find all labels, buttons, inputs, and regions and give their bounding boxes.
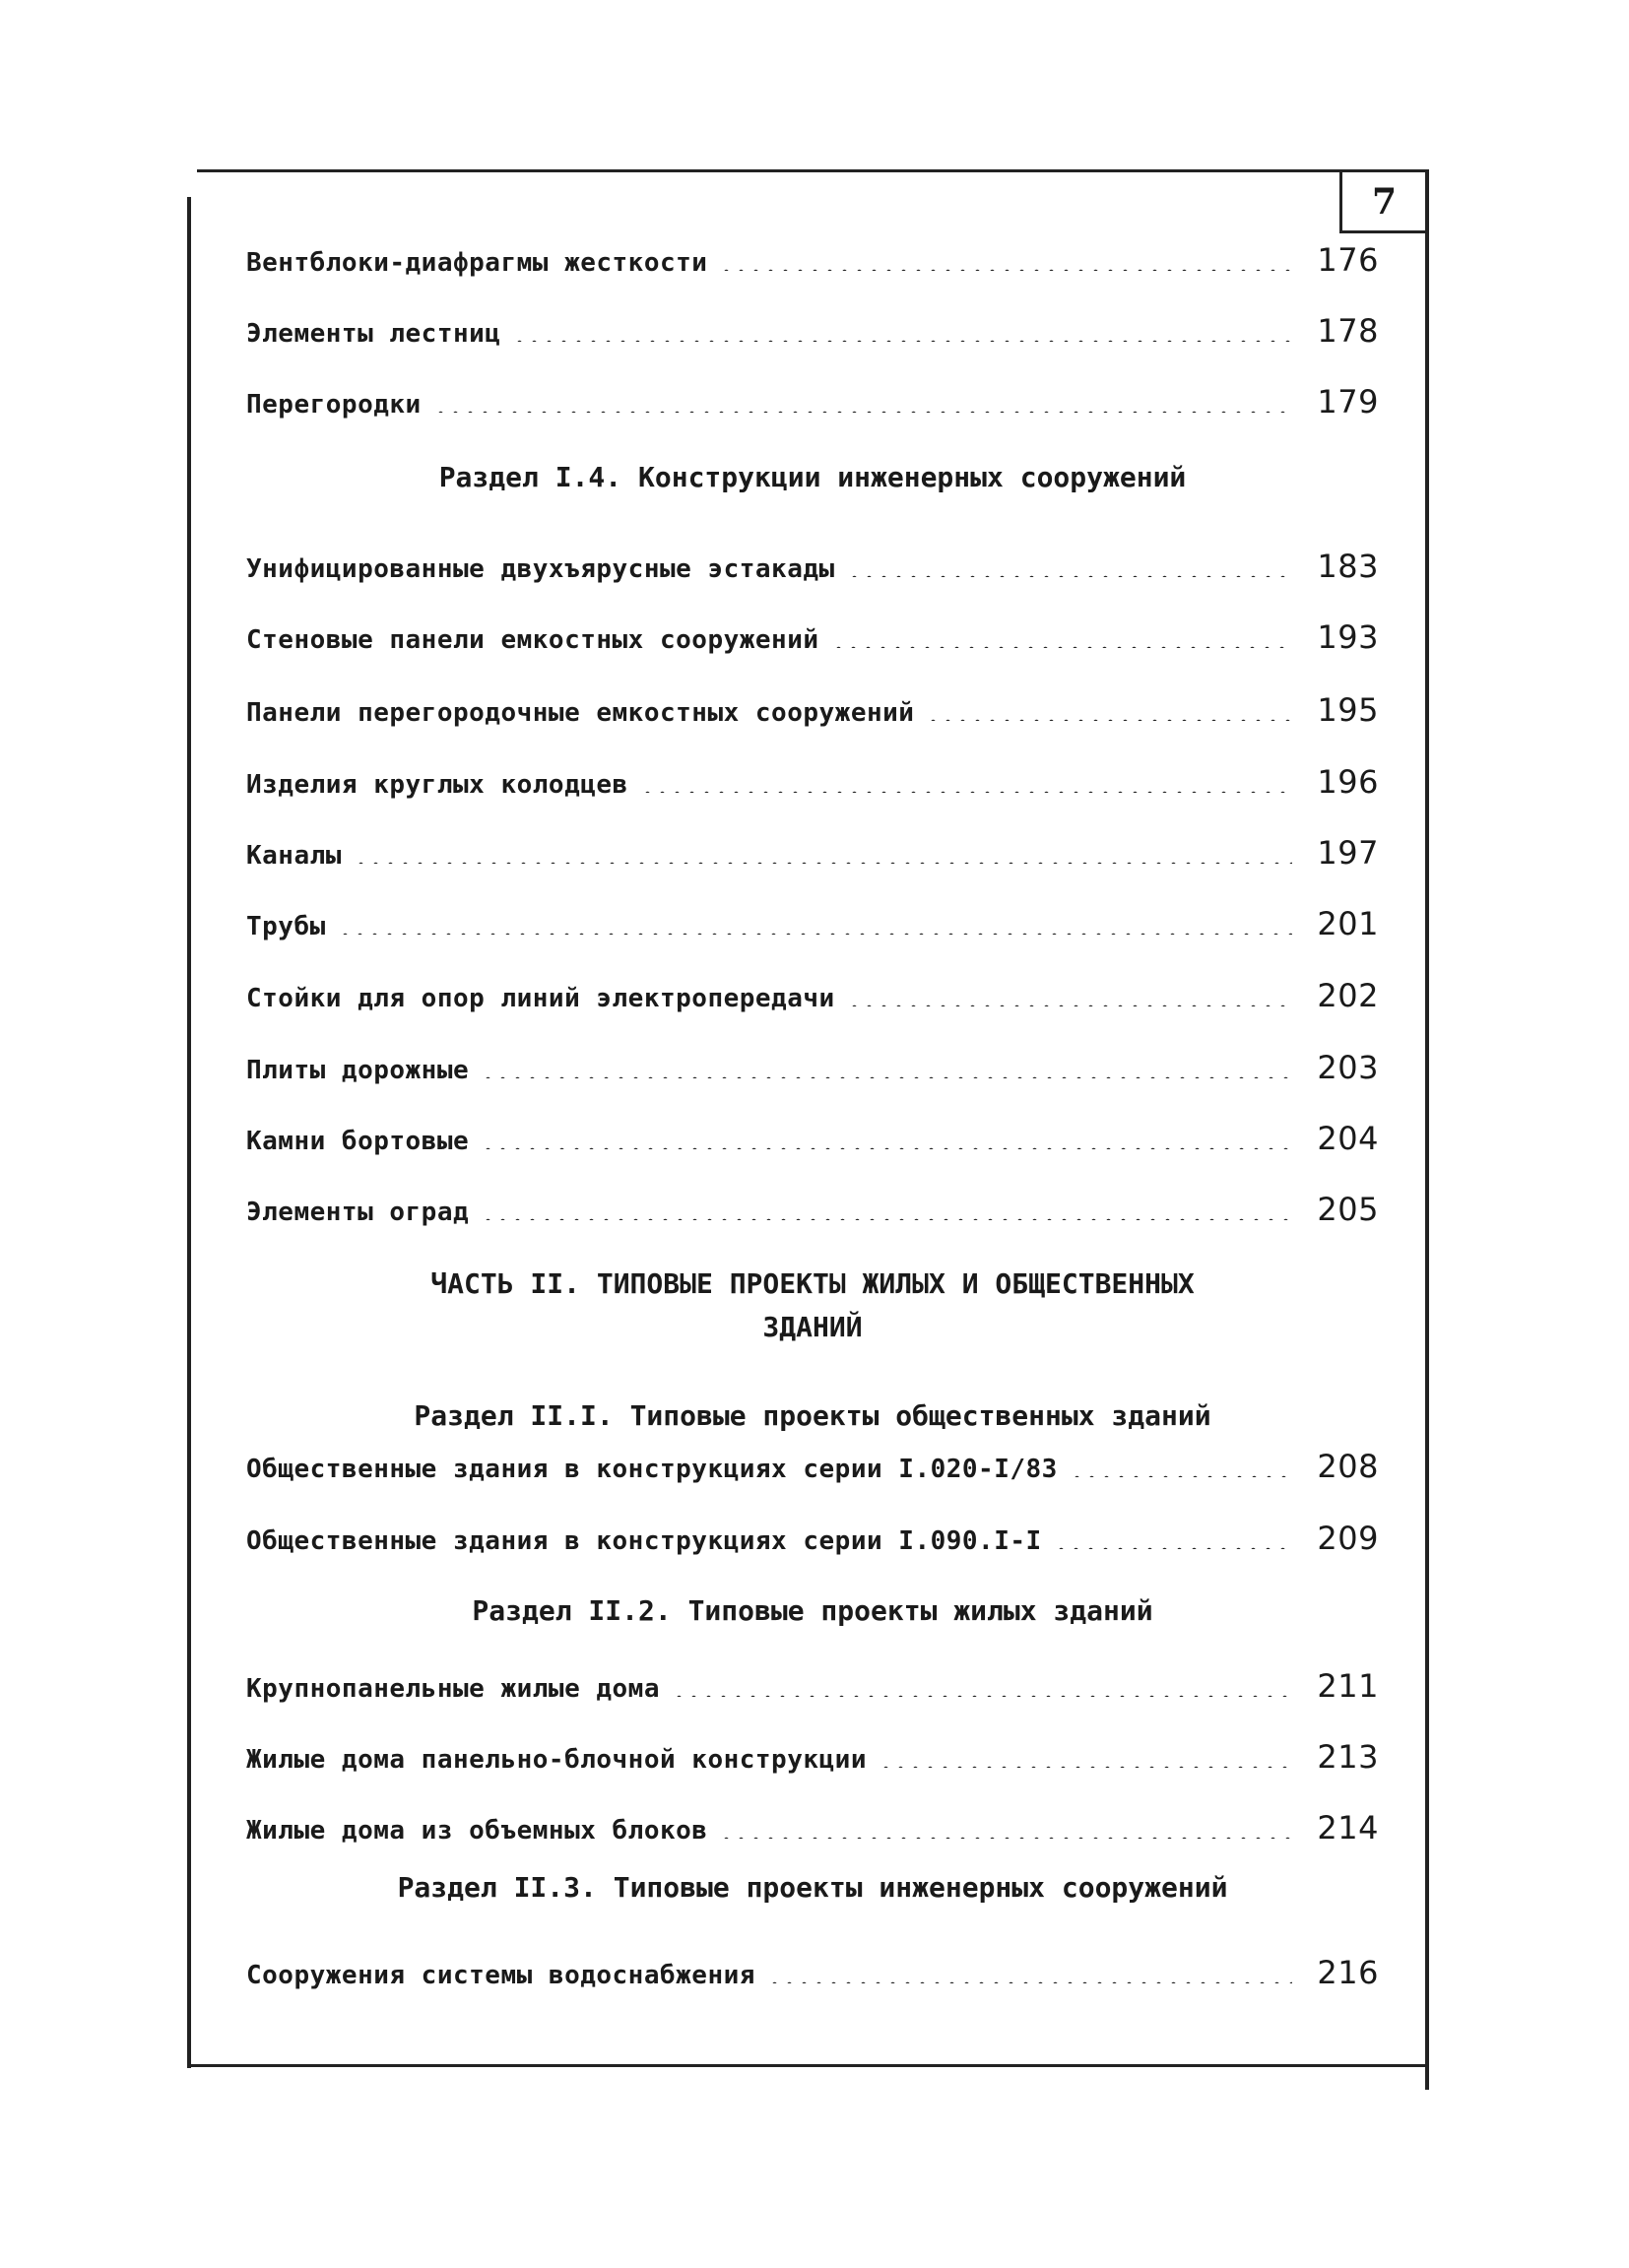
toc-entry	[246, 1667, 1379, 1707]
frame-bottom-line	[187, 2064, 1428, 2067]
toc-entry-title: Стойки для опор линий электропередачи	[246, 984, 835, 1013]
toc-entry	[246, 691, 1379, 731]
toc-leader-dots	[847, 981, 1292, 1006]
toc-leader-dots	[481, 1053, 1292, 1078]
toc-entry-page: 203	[1317, 1049, 1379, 1086]
frame-left-line	[187, 197, 191, 2068]
toc-entry-page: 202	[1317, 977, 1379, 1014]
toc-leader-dots	[719, 1813, 1292, 1839]
toc-entry-title: Элементы оград	[246, 1198, 470, 1227]
toc-entry-page: 178	[1317, 312, 1379, 350]
toc-leader-dots	[481, 1124, 1292, 1149]
toc-entry	[246, 1049, 1379, 1088]
toc-entry	[246, 1738, 1379, 1778]
toc-entry-title: Унифицированные двухъярусные эстакады	[246, 554, 835, 584]
toc-leader-dots	[481, 1195, 1292, 1220]
toc-entry-title: Сооружения системы водоснабжения	[246, 1961, 755, 1990]
toc-entry-page: 196	[1317, 763, 1379, 801]
frame-top-line	[197, 169, 1428, 172]
toc-entry-page: 197	[1317, 834, 1379, 872]
section-heading: Раздел II.I. Типовые проекты общественных зданий	[414, 1399, 1211, 1432]
frame-right-line	[1425, 169, 1429, 2090]
toc-entry-title: Панели перегородочные емкостных сооружений	[246, 698, 915, 728]
toc-leader-dots	[354, 838, 1292, 864]
toc-entry-page: 208	[1317, 1448, 1379, 1485]
toc-leader-dots	[672, 1671, 1292, 1697]
toc-leader-dots	[767, 1958, 1292, 1983]
toc-entry	[246, 548, 1379, 587]
section-heading: Раздел II.3. Типовые проекты инженерных сооружений	[397, 1871, 1228, 1904]
page-number: 7	[1339, 172, 1426, 233]
toc-entry	[246, 312, 1379, 352]
toc-entry-page: 176	[1317, 241, 1379, 279]
toc-entry-page: 216	[1317, 1954, 1379, 1991]
toc-leader-dots	[926, 695, 1292, 721]
toc-entry	[246, 1954, 1379, 1993]
toc-entry	[246, 241, 1379, 281]
toc-entry	[246, 1120, 1379, 1159]
toc-leader-dots	[879, 1742, 1292, 1768]
toc-entry-page: 211	[1317, 1667, 1379, 1705]
part-heading-line: ЧАСТЬ II. ТИПОВЫЕ ПРОЕКТЫ ЖИЛЫХ И ОБЩЕСТВЕННЫХ	[430, 1267, 1195, 1300]
toc-entry-title: Перегородки	[246, 390, 422, 420]
toc-entry	[246, 763, 1379, 803]
toc-entry-title: Элементы лестниц	[246, 319, 501, 349]
toc-leader-dots	[831, 622, 1292, 648]
toc-entry-title: Камни бортовые	[246, 1127, 470, 1156]
toc-entry	[246, 1809, 1379, 1848]
toc-leader-dots	[1070, 1452, 1292, 1477]
part-heading-line: ЗДАНИЙ	[762, 1311, 863, 1343]
toc-entry-title: Стеновые панели емкостных сооружений	[246, 625, 819, 655]
toc-entry-page: 214	[1317, 1809, 1379, 1847]
section-heading: Раздел I.4. Конструкции инженерных сооружений	[438, 461, 1187, 493]
toc-entry-page: 183	[1317, 548, 1379, 585]
toc-entry-title: Общественные здания в конструкциях серии I.020-I/83	[246, 1455, 1058, 1484]
toc-entry-page: 195	[1317, 691, 1379, 729]
toc-entry	[246, 905, 1379, 944]
toc-entry	[246, 383, 1379, 422]
toc-entry-page: 209	[1317, 1520, 1379, 1557]
toc-entry-title: Жилые дома панельно-блочной конструкции	[246, 1745, 867, 1775]
toc-entry-title: Трубы	[246, 912, 326, 941]
toc-entry-title: Жилые дома из объемных блоков	[246, 1816, 708, 1846]
toc-entry	[246, 1448, 1379, 1487]
toc-entry	[246, 834, 1379, 874]
toc-leader-dots	[512, 316, 1292, 342]
toc-leader-dots	[847, 551, 1292, 577]
toc-leader-dots	[640, 767, 1292, 793]
toc-entry-title: Крупнопанельные жилые дома	[246, 1674, 660, 1704]
toc-entry-page: 205	[1317, 1191, 1379, 1228]
toc-entry-page: 204	[1317, 1120, 1379, 1157]
toc-leader-dots	[1054, 1523, 1292, 1549]
toc-leader-dots	[338, 909, 1292, 935]
toc-entry-page: 193	[1317, 618, 1379, 656]
toc-entry-page: 213	[1317, 1738, 1379, 1776]
toc-entry-title: Каналы	[246, 841, 342, 871]
toc-entry	[246, 977, 1379, 1016]
section-heading: Раздел II.2. Типовые проекты жилых зданий	[472, 1594, 1153, 1627]
toc-entry-title: Изделия круглых колодцев	[246, 770, 628, 800]
toc-entry	[246, 618, 1379, 658]
toc-entry	[246, 1520, 1379, 1559]
part-heading	[246, 1263, 1379, 1349]
toc-entry-title: Плиты дорожные	[246, 1056, 470, 1085]
toc-leader-dots	[433, 387, 1292, 413]
toc-entry-page: 201	[1317, 905, 1379, 942]
toc-leader-dots	[719, 245, 1292, 271]
toc-entry-page: 179	[1317, 383, 1379, 421]
toc-entry-title: Общественные здания в конструкциях серии I.090.I-I	[246, 1526, 1042, 1556]
toc-entry	[246, 1191, 1379, 1230]
toc-entry-title: Вентблоки-диафрагмы жесткости	[246, 248, 708, 278]
